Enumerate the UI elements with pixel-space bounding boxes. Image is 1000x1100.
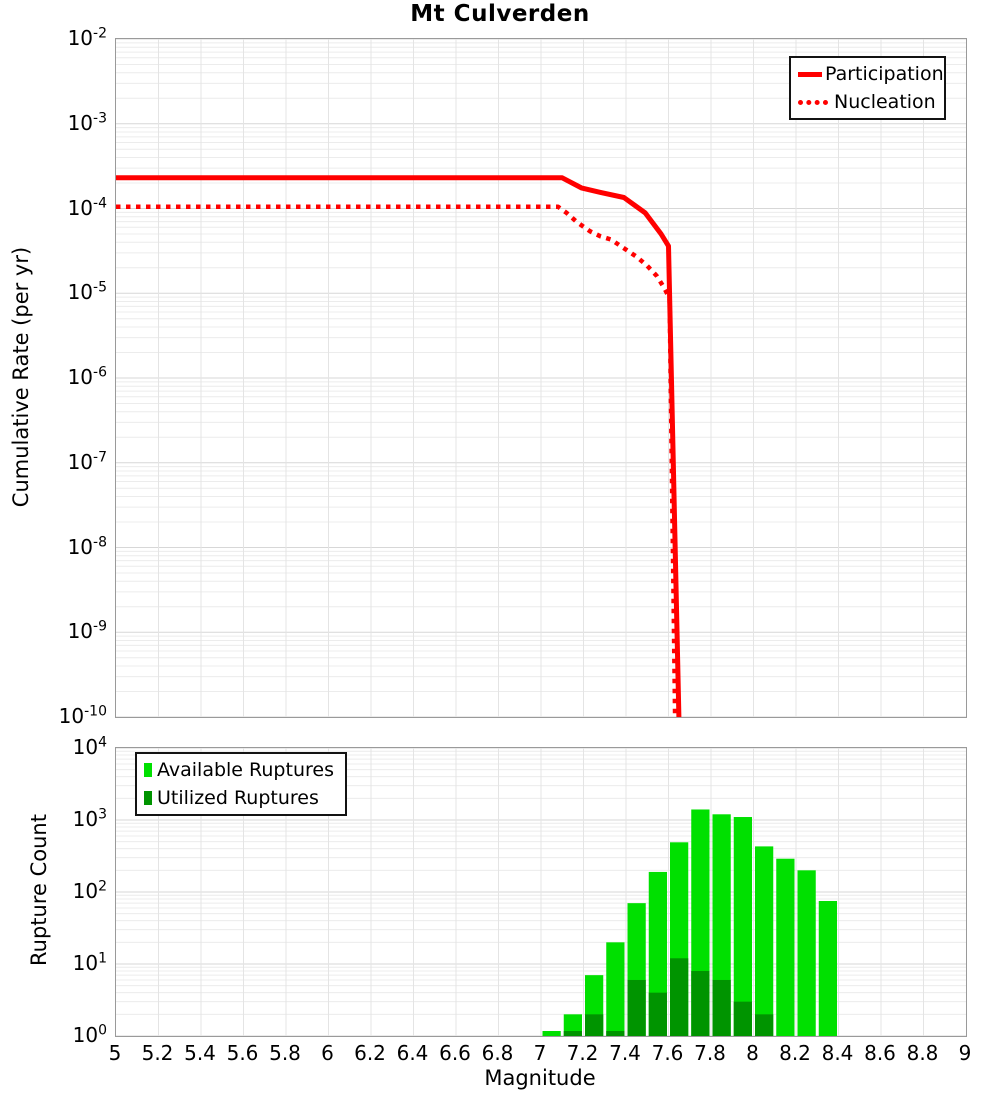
solid-line-swatch-icon [798, 72, 822, 77]
x-tick-label: 5.8 [269, 1041, 301, 1065]
x-tick-label: 8.8 [906, 1041, 939, 1065]
x-tick-label: 7.4 [609, 1041, 641, 1065]
utilized-ruptures-bar [585, 1014, 603, 1036]
available-ruptures-bar [543, 1031, 561, 1036]
y-tick-label: $10^{-4}$ [67, 194, 107, 220]
x-tick-label: 8.6 [864, 1041, 896, 1065]
x-tick-label: 6.2 [354, 1041, 386, 1065]
utilized-ruptures-bar [649, 993, 667, 1036]
x-tick-label: 6.4 [396, 1041, 429, 1065]
x-tick-label: 5.6 [226, 1041, 259, 1065]
x-tick-label: 6 [321, 1041, 334, 1065]
y-tick-label: $10^2$ [72, 878, 107, 903]
y-tick-label: $10^{-9}$ [67, 618, 107, 644]
bottom-y-axis-label: Rupture Count [27, 814, 51, 966]
top-y-axis-label: Cumulative Rate (per yr) [9, 246, 33, 508]
x-axis-label: Magnitude [484, 1066, 596, 1090]
utilized-ruptures-bar [755, 1014, 773, 1036]
legend-label: Utilized Ruptures [157, 787, 319, 809]
y-tick-label: $10^0$ [72, 1022, 107, 1047]
rupture-legend [135, 752, 347, 816]
utilized-ruptures-bar [564, 1031, 582, 1036]
available-ruptures-swatch-icon [144, 763, 152, 777]
available-ruptures-bar [776, 859, 794, 1036]
dotted-line-swatch-icon [798, 100, 828, 105]
y-tick-label: $10^{-8}$ [67, 533, 107, 559]
y-tick-label: $10^{-6}$ [67, 364, 107, 389]
x-tick-label: 6.6 [439, 1041, 471, 1065]
y-tick-label: $10^{-2}$ [67, 25, 107, 50]
utilized-ruptures-bar [606, 1031, 624, 1036]
legend-label: Participation [825, 63, 944, 85]
utilized-ruptures-bar [628, 980, 646, 1036]
y-tick-label: $10^1$ [72, 950, 107, 975]
x-tick-label: 5.2 [141, 1041, 174, 1065]
x-tick-label: 7.8 [694, 1041, 726, 1065]
legend-label: Available Ruptures [157, 759, 334, 781]
x-tick-label: 7 [533, 1041, 547, 1065]
x-tick-label: 8.2 [779, 1041, 811, 1065]
x-tick-label: 8.4 [821, 1041, 854, 1065]
y-tick-label: $10^4$ [72, 734, 107, 759]
legend-item-utilized-ruptures [137, 784, 345, 812]
y-tick-label: $10^3$ [72, 806, 107, 831]
legend-item-participation [791, 60, 944, 88]
x-tick-label: 9 [958, 1041, 972, 1065]
chart-title: Mt Culverden [410, 1, 590, 27]
utilized-ruptures-bar [670, 958, 688, 1036]
rate-legend [789, 56, 946, 120]
y-tick-label: $10^{-5}$ [67, 279, 107, 305]
x-tick-label: 8 [746, 1041, 759, 1065]
legend-item-available-ruptures [137, 756, 345, 784]
x-tick-label: 6.8 [481, 1041, 514, 1065]
available-ruptures-bar [798, 870, 816, 1036]
x-tick-label: 5.4 [184, 1041, 216, 1065]
x-tick-label: 5 [108, 1041, 122, 1065]
y-tick-label: $10^{-3}$ [67, 110, 107, 135]
rate-plot-panel [115, 38, 967, 718]
utilized-ruptures-bar [713, 980, 731, 1036]
rate-plot-canvas [116, 39, 966, 717]
y-tick-label: $10^{-7}$ [67, 449, 107, 474]
legend-item-nucleation [791, 88, 944, 116]
available-ruptures-bar [819, 901, 837, 1036]
x-tick-label: 7.6 [651, 1041, 684, 1065]
available-ruptures-bar [606, 942, 624, 1036]
x-tick-label: 7.2 [566, 1041, 599, 1065]
available-ruptures-bar [755, 846, 773, 1036]
utilized-ruptures-bar [734, 1002, 752, 1036]
utilized-ruptures-bar [691, 971, 709, 1036]
utilized-ruptures-swatch-icon [144, 791, 152, 805]
legend-label: Nucleation [834, 91, 936, 113]
y-tick-label: $10^{-10}$ [58, 703, 107, 728]
